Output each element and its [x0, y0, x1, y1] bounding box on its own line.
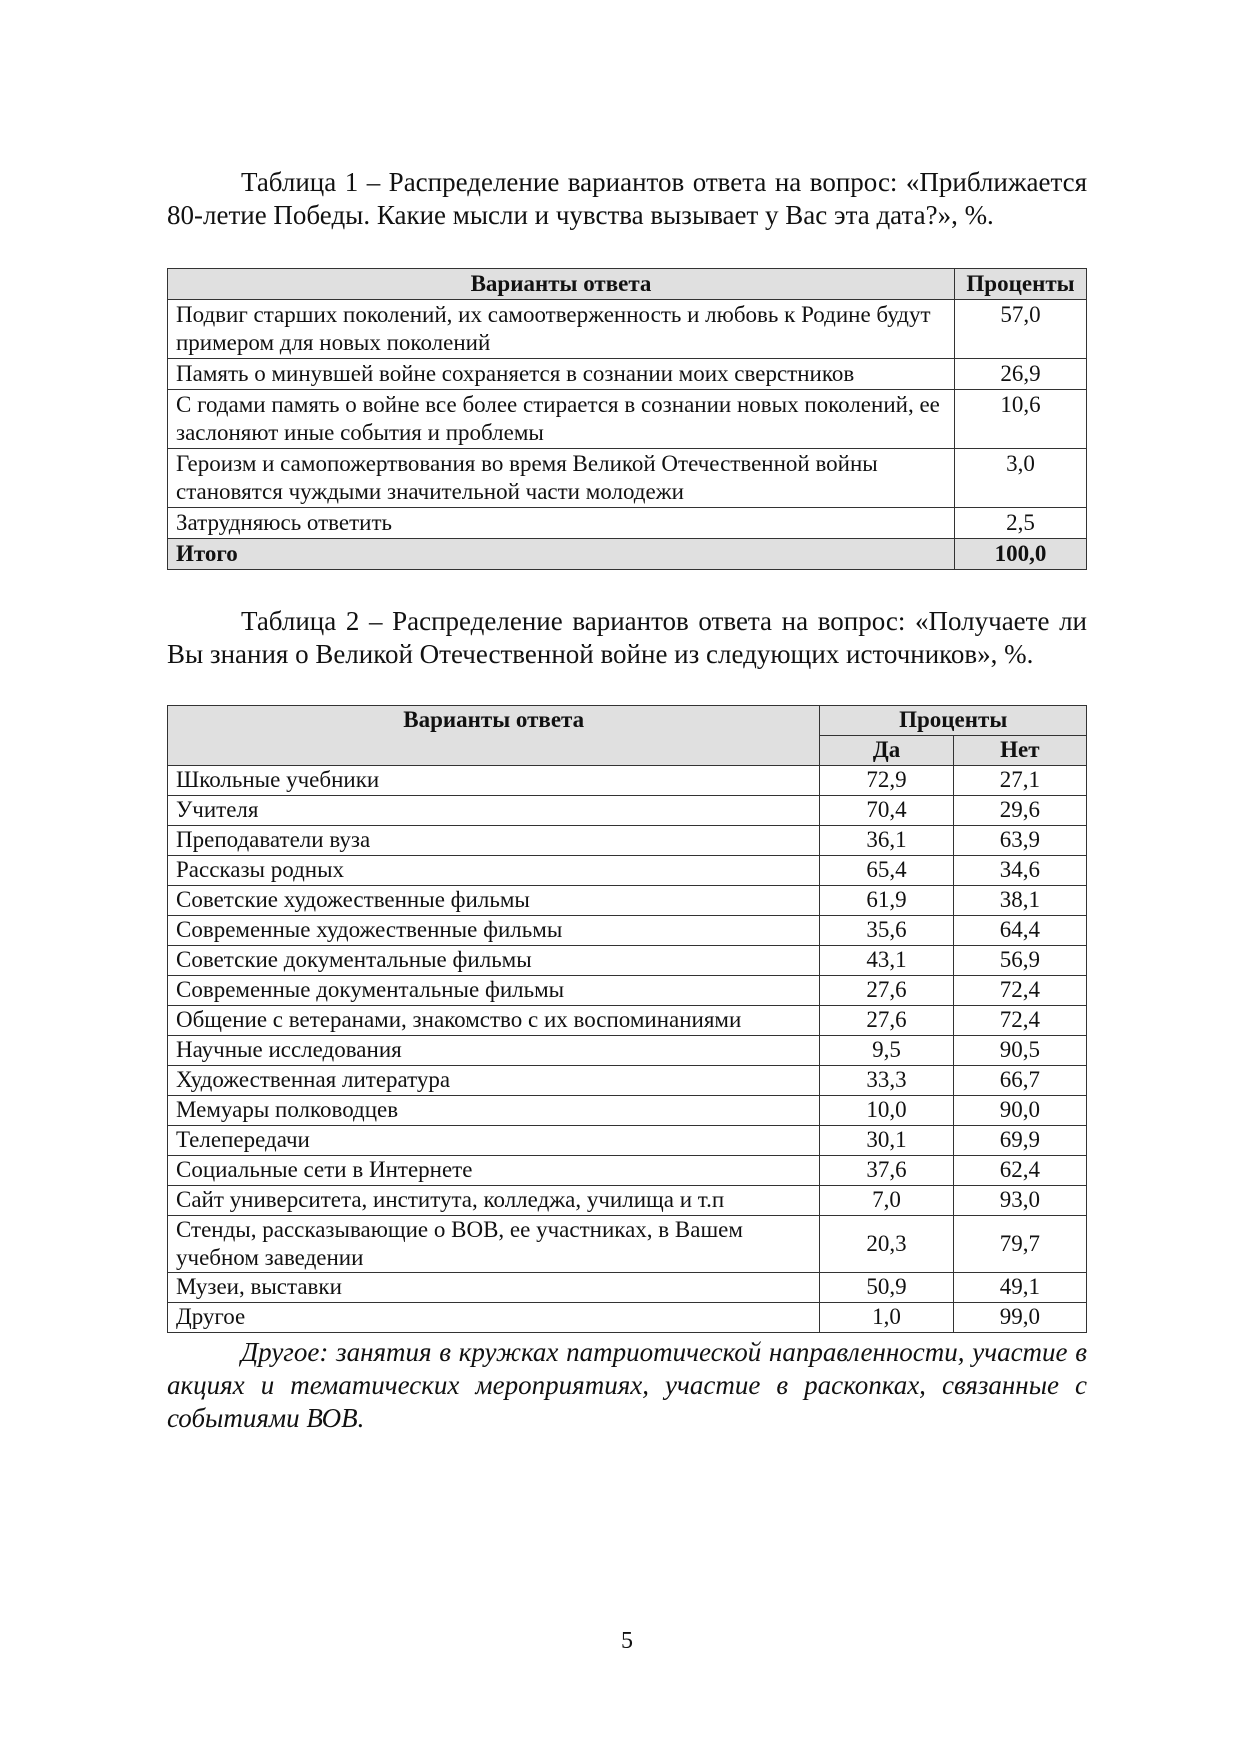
table-row	[168, 1303, 1087, 1333]
row-yes: 33,3	[820, 1066, 953, 1096]
row-no: 93,0	[953, 1186, 1086, 1216]
row-label: Современные документальные фильмы	[168, 976, 820, 1006]
table-row	[168, 449, 1087, 508]
row-label: Мемуары полководцев	[168, 1096, 820, 1126]
row-yes: 27,6	[820, 1006, 953, 1036]
row-no: 79,7	[953, 1216, 1086, 1273]
table-row	[168, 1006, 1087, 1036]
table-row	[168, 916, 1087, 946]
row-yes: 61,9	[820, 886, 953, 916]
row-no: 29,6	[953, 796, 1086, 826]
row-yes: 43,1	[820, 946, 953, 976]
row-yes: 10,0	[820, 1096, 953, 1126]
table-row	[168, 826, 1087, 856]
row-label: Затрудняюсь ответить	[168, 508, 955, 539]
row-label: Общение с ветеранами, знакомство с их воспоминаниями	[168, 1006, 820, 1036]
row-label: Сайт университета, института, колледжа, училища и т.п	[168, 1186, 820, 1216]
row-value: 3,0	[955, 449, 1087, 508]
table-row	[168, 856, 1087, 886]
table-row	[168, 1066, 1087, 1096]
row-no: 27,1	[953, 766, 1086, 796]
row-no: 72,4	[953, 976, 1086, 1006]
row-label: Учителя	[168, 796, 820, 826]
row-label: Художественная литература	[168, 1066, 820, 1096]
table-row	[168, 390, 1087, 449]
table2-header-variant: Варианты ответа	[168, 706, 820, 766]
table-row	[168, 1273, 1087, 1303]
row-no: 99,0	[953, 1303, 1086, 1333]
row-no: 72,4	[953, 1006, 1086, 1036]
row-label: Преподаватели вуза	[168, 826, 820, 856]
table2	[167, 705, 1087, 1333]
row-label: Рассказы родных	[168, 856, 820, 886]
row-yes: 65,4	[820, 856, 953, 886]
table-row	[168, 508, 1087, 539]
row-no: 66,7	[953, 1066, 1086, 1096]
row-yes: 36,1	[820, 826, 953, 856]
row-yes: 7,0	[820, 1186, 953, 1216]
row-label: Героизм и самопожертвования во время Великой Отечественной войны становятся чуждыми значительной части молодежи	[168, 449, 955, 508]
table-row	[168, 359, 1087, 390]
row-label: Другое	[168, 1303, 820, 1333]
table2-caption: Таблица 2 – Распределение вариантов ответа на вопрос: «Получаете ли Вы знания о Великой Отечественной войне из следующих источников», %.	[167, 606, 1087, 669]
row-yes: 30,1	[820, 1126, 953, 1156]
table-row	[168, 976, 1087, 1006]
row-value: 26,9	[955, 359, 1087, 390]
row-value: 2,5	[955, 508, 1087, 539]
row-label: С годами память о войне все более стирается в сознании новых поколений, ее заслоняют иные события и проблемы	[168, 390, 955, 449]
row-no: 90,5	[953, 1036, 1086, 1066]
table-row	[168, 1186, 1087, 1216]
row-no: 62,4	[953, 1156, 1086, 1186]
row-no: 64,4	[953, 916, 1086, 946]
row-no: 38,1	[953, 886, 1086, 916]
row-label: Стенды, рассказывающие о ВОВ, ее участниках, в Вашем учебном заведении	[168, 1216, 820, 1273]
row-label: Телепередачи	[168, 1126, 820, 1156]
row-yes: 35,6	[820, 916, 953, 946]
row-label: Научные исследования	[168, 1036, 820, 1066]
row-no: 49,1	[953, 1273, 1086, 1303]
table-row	[168, 886, 1087, 916]
row-yes: 72,9	[820, 766, 953, 796]
row-label: Память о минувшей войне сохраняется в сознании моих сверстников	[168, 359, 955, 390]
table-row	[168, 766, 1087, 796]
table1-header-percent: Проценты	[955, 269, 1087, 300]
row-label: Школьные учебники	[168, 766, 820, 796]
table2-header-percent: Проценты	[820, 706, 1087, 736]
table-row	[168, 1126, 1087, 1156]
table1-header-row	[168, 269, 1087, 300]
row-yes: 20,3	[820, 1216, 953, 1273]
row-yes: 9,5	[820, 1036, 953, 1066]
row-yes: 50,9	[820, 1273, 953, 1303]
row-label: Современные художественные фильмы	[168, 916, 820, 946]
table2-header-yes: Да	[820, 736, 953, 766]
total-label: Итого	[168, 539, 955, 570]
row-value: 10,6	[955, 390, 1087, 449]
table-row	[168, 796, 1087, 826]
table-row	[168, 1096, 1087, 1126]
table-row	[168, 1156, 1087, 1186]
row-no: 90,0	[953, 1096, 1086, 1126]
table1-caption: Таблица 1 – Распределение вариантов ответа на вопрос: «Приближается 80-летие Победы. Какие мысли и чувства вызывает у Вас эта дата?», %.	[167, 167, 1087, 230]
row-label: Социальные сети в Интернете	[168, 1156, 820, 1186]
total-value: 100,0	[955, 539, 1087, 570]
table2-note: Другое: занятия в кружках патриотической направленности, участие в акциях и тематических мероприятиях, участие в раскопках, связанные с событиями ВОВ.	[167, 1337, 1087, 1433]
table-row	[168, 1036, 1087, 1066]
table1-header-variant: Варианты ответа	[168, 269, 955, 300]
table1-total-row	[168, 539, 1087, 570]
row-label: Советские документальные фильмы	[168, 946, 820, 976]
row-no: 63,9	[953, 826, 1086, 856]
row-label: Музеи, выставки	[168, 1273, 820, 1303]
row-yes: 27,6	[820, 976, 953, 1006]
row-no: 56,9	[953, 946, 1086, 976]
row-value: 57,0	[955, 300, 1087, 359]
table-row	[168, 946, 1087, 976]
page-number: 5	[621, 1628, 633, 1654]
row-no: 69,9	[953, 1126, 1086, 1156]
table2-header-row	[168, 706, 1087, 736]
row-label: Советские художественные фильмы	[168, 886, 820, 916]
table1	[167, 268, 1087, 570]
table-row	[168, 1216, 1087, 1273]
row-yes: 37,6	[820, 1156, 953, 1186]
table-row	[168, 300, 1087, 359]
row-no: 34,6	[953, 856, 1086, 886]
row-yes: 1,0	[820, 1303, 953, 1333]
row-label: Подвиг старших поколений, их самоотверженность и любовь к Родине будут примером для новых поколений	[168, 300, 955, 359]
row-yes: 70,4	[820, 796, 953, 826]
table2-header-no: Нет	[953, 736, 1086, 766]
